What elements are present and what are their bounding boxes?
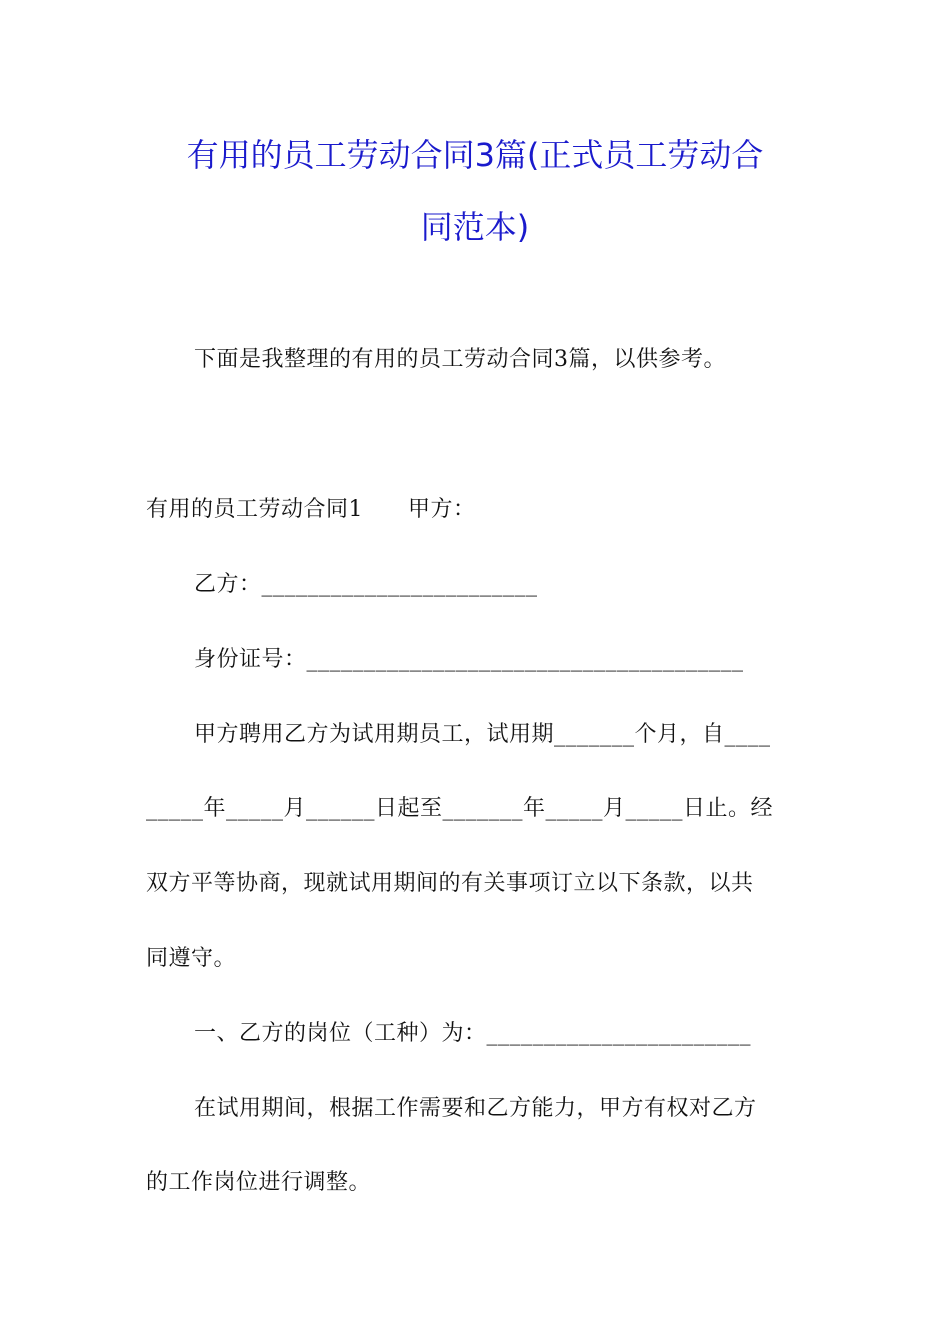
document-title-line-1: 有用的员工劳动合同3篇(正式员工劳动合 bbox=[186, 136, 764, 174]
probation-paragraph-line-2: _____年_____月______日起至_______年_____月_____日止。经 bbox=[146, 796, 774, 821]
clause-1-note-line-1: 在试用期间，根据工作需要和乙方能力，甲方有权对乙方 bbox=[194, 1096, 757, 1121]
id-number-line: 身份证号：______________________________________ bbox=[194, 647, 744, 672]
clause-1-note-line-2: 的工作岗位进行调整。 bbox=[146, 1170, 372, 1195]
intro-paragraph: 下面是我整理的有用的员工劳动合同3篇，以供参考。 bbox=[194, 347, 726, 372]
probation-paragraph-line-1: 甲方聘用乙方为试用期员工，试用期_______个月，自____ bbox=[194, 722, 771, 747]
probation-paragraph-line-3: 双方平等协商，现就试用期间的有关事项订立以下条款，以共 bbox=[146, 871, 754, 896]
contract-heading: 有用的员工劳动合同1 甲方： bbox=[146, 497, 476, 522]
clause-1-position: 一、乙方的岗位（工种）为：_______________________ bbox=[194, 1021, 752, 1046]
probation-paragraph-line-4: 同遵守。 bbox=[146, 946, 237, 971]
party-b-line: 乙方：________________________ bbox=[194, 572, 538, 597]
document-title-line-2: 同范本) bbox=[420, 208, 530, 246]
